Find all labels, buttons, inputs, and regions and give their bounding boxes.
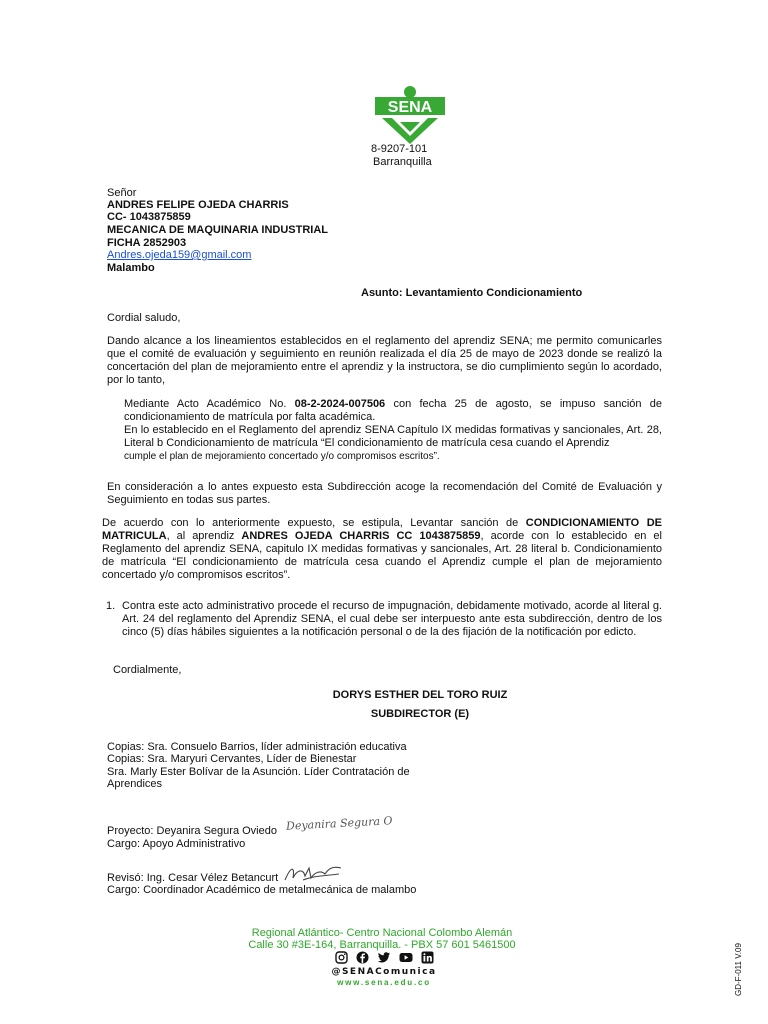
numbered-item-text: Contra este acto administrativo procede el recurso de impugnación, debidamente motivado, acorde al literal g. Art. 24 del reglamento del Aprendiz SENA, el cual debe ser interpuesto ante esta subdirección, dentro de los cinco (5) días hábiles siguientes a la notificación personal o de la des fijación de la notificación por edicto.: [122, 600, 662, 638]
acto-line-3: cumple el plan de mejoramiento concertado y/o compromisos escritos”.: [124, 451, 440, 462]
acto-block: [124, 398, 662, 463]
recipient-name: ANDRES FELIPE OJEDA CHARRIS: [107, 199, 289, 211]
recipient-salutation: Señor: [107, 187, 137, 199]
footer-handle[interactable]: @SENAComunica: [331, 967, 437, 977]
logo-text: SENA: [387, 99, 433, 116]
acto-line-2: En lo establecido en el Reglamento del aprendiz SENA Capítulo IX medidas formativas y sancionales, Art. 28, Literal b Condicionamiento de matrícula “El condicionamiento de matrícula cesa cuando el Aprendiz: [124, 424, 662, 449]
acto-suffix: con fecha 25 de agosto, se impuso sanción de condicionamiento de matrícula por falta académica.: [124, 398, 663, 423]
recipient-town: Malambo: [107, 262, 155, 274]
acto-prefix: Mediante Acto Académico No.: [124, 398, 295, 410]
facebook-icon[interactable]: [356, 951, 369, 965]
signer-name: DORYS ESTHER DEL TORO RUIZ: [332, 689, 508, 701]
copy-line-2: Copias: Sra. Maryuri Cervantes, Líder de Bienestar: [107, 753, 357, 765]
review-cargo: Cargo: Coordinador Académico de metalmecánica de malambo: [107, 884, 417, 896]
p3-bold-2: ANDRES OJEDA CHARRIS CC 1043875859: [241, 530, 481, 542]
social-icons: [335, 951, 437, 965]
recipient-ficha: FICHA 2852903: [107, 237, 187, 249]
recipient-email-link[interactable]: Andres.ojeda159@gmail.com: [107, 249, 252, 261]
sena-logo: [370, 84, 450, 146]
paragraph-1: Dando alcance a los lineamientos establecidos en el reglamento del aprendiz SENA; me permito comunicarles que el comité de evaluación y seguimiento en reunión realizada el día 25 de mayo de 2023 donde se realizó la concertación del plan de mejoramiento entre el aprendiz y la instructora, se dio cumplimiento según lo acordado, por lo tanto,: [107, 335, 662, 386]
recipient-program: MECANICA DE MAQUINARIA INDUSTRIAL: [107, 224, 329, 236]
project-cargo: Cargo: Apoyo Administrativo: [107, 838, 246, 850]
sena-logo-mark: [370, 84, 450, 146]
p3-text-2: , al aprendiz: [166, 530, 242, 542]
copy-line-1: Copias: Sra. Consuelo Barrios, líder administración educativa: [107, 741, 407, 753]
linkedin-icon[interactable]: [421, 951, 434, 965]
review-line: Revisó: Ing. Cesar Vélez Betancurt: [107, 872, 279, 884]
city: Barranquilla: [373, 156, 432, 168]
footer-regional: Regional Atlántico- Centro Nacional Colombo Alemán: [251, 927, 513, 939]
p3-bold-1: CONDICIONAMIENTO DE MATRICULA: [102, 517, 662, 542]
instagram-icon[interactable]: [335, 951, 348, 965]
footer-address: Calle 30 #3E-164, Barranquilla. - PBX 57 601 5461500: [248, 939, 516, 951]
acto-number: 08-2-2024-007506: [294, 398, 386, 410]
subject-line: Asunto: Levantamiento Condicionamiento: [361, 287, 583, 299]
youtube-icon[interactable]: [399, 951, 413, 965]
review-signature: [283, 862, 343, 884]
paragraph-3: [102, 517, 662, 582]
recipient-cc: CC- 1043875859: [107, 211, 191, 223]
greeting: Cordial saludo,: [107, 312, 181, 324]
paragraph-2: En consideración a lo antes expuesto esta Subdirección acoge la recomendación del Comité de Evaluación y Seguimiento en todas sus partes.: [107, 481, 662, 506]
nit: 8-9207-101: [371, 143, 428, 155]
footer-website[interactable]: www.sena.edu.co: [337, 978, 431, 987]
document-code: GD-F-011 V.09: [734, 943, 743, 996]
numbered-item-number: 1.: [106, 600, 116, 612]
project-line: Proyecto: Deyanira Segura Oviedo: [107, 825, 277, 837]
p3-text-3: , acorde con lo establecido en el Reglamento del aprendiz SENA, capitulo IX medidas formativas y sancionales, Art. 28 literal b. Condicionamiento de matrícula “El condicionamiento de matrícula cesa cuando el Aprendiz cumple el plan de mejoramiento concertado y/o compromisos escritos”.: [102, 530, 662, 581]
signature-scribble: [283, 862, 343, 884]
copy-line-4: Aprendices: [107, 778, 163, 790]
signer-role: SUBDIRECTOR (E): [370, 708, 470, 720]
twitter-icon[interactable]: [377, 951, 391, 965]
p3-text-1: De acuerdo con lo anteriormente expuesto, se estipula, Levantar sanción de: [102, 517, 526, 529]
copy-line-3: Sra. Marly Ester Bolívar de la Asunción. Líder Contratación de: [107, 766, 410, 778]
closing: Cordialmente,: [113, 664, 182, 676]
project-signature: Deyanira Segura O: [285, 814, 393, 833]
